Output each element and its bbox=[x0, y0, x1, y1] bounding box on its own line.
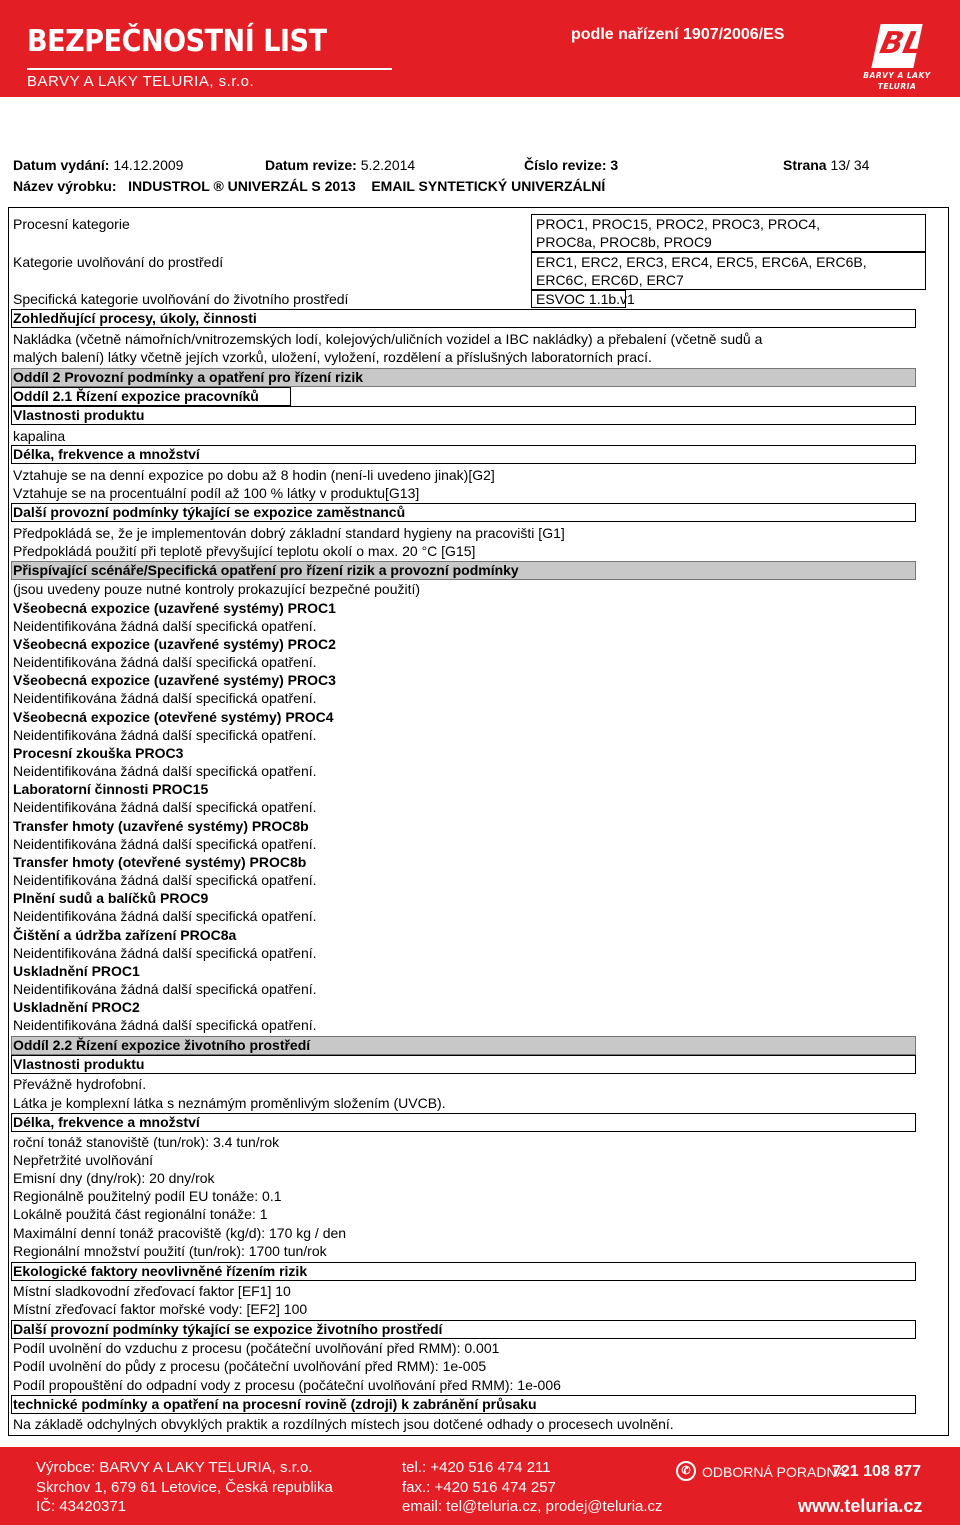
eco-line: Místní sladkovodní zřeďovací faktor [EF1] 10 bbox=[13, 1283, 291, 1299]
process-category-value-2: PROC8a, PROC8b, PROC9 bbox=[536, 234, 712, 250]
scenario-text: Neidentifikována žádná další specifická opatření. bbox=[13, 799, 317, 815]
scenario-text: Neidentifikována žádná další specifická opatření. bbox=[13, 836, 317, 852]
section-2-heading: Oddíl 2 Provozní podmínky a opatření pro řízení rizik bbox=[13, 369, 364, 385]
revision-date: 5.2.2014 bbox=[360, 157, 416, 173]
tech-text: Na základě odchylných obvyklých praktik a rozdílných místech jsou dotčené odhady o procesech uvolnění. bbox=[13, 1416, 674, 1432]
env-duration-line: Lokálně použitá část regionální tonáže: 1 bbox=[13, 1206, 268, 1222]
scenario-title: Všeobecná expozice (uzavřené systémy) PROC2 bbox=[13, 636, 336, 652]
eco-line: Místní zřeďovací faktor mořské vody: [EF2] 100 bbox=[13, 1301, 308, 1317]
specific-category-label: Specifická kategorie uvolňování do životního prostředí bbox=[13, 291, 349, 307]
revision-date-field: Datum revize: 5.2.2014 bbox=[265, 157, 416, 173]
scenario-text: Neidentifikována žádná další specifická opatření. bbox=[13, 945, 317, 961]
product-props-heading: Vlastnosti produktu bbox=[13, 407, 145, 423]
phone-icon: ✆ bbox=[676, 1461, 696, 1481]
logo-text-2: TELURIA bbox=[877, 82, 917, 91]
env-duration-line: Emisní dny (dny/rok): 20 dny/rok bbox=[13, 1170, 215, 1186]
other-conditions-heading: Další provozní podmínky týkající se expozice zaměstnanců bbox=[13, 504, 406, 520]
env-props-heading-box bbox=[11, 1055, 916, 1074]
issue-date-field: Datum vydání: 14.12.2009 bbox=[13, 157, 184, 173]
process-category-label: Procesní kategorie bbox=[13, 216, 130, 232]
scenario-note: (jsou uvedeny pouze nutné kontroly prokazující bezpečné použití) bbox=[13, 581, 421, 597]
release-category-value-2: ERC6C, ERC6D, ERC7 bbox=[536, 272, 684, 288]
footer-address: Skrchov 1, 679 61 Letovice, Česká republika bbox=[36, 1479, 333, 1496]
env-duration-line: Regionální množství použití (tun/rok): 1700 tun/rok bbox=[13, 1243, 327, 1259]
product-name: INDUSTROL ® UNIVERZÁL S 2013 EMAIL SYNTETICKÝ UNIVERZÁLNÍ bbox=[128, 178, 606, 194]
footer-fax: fax.: +420 516 474 257 bbox=[402, 1479, 556, 1496]
section-2-1-heading: Oddíl 2.1 Řízení expozice pracovníků bbox=[13, 388, 259, 404]
company-logo bbox=[862, 24, 932, 94]
footer-producer: Výrobce: BARVY A LAKY TELURIA, s.r.o. bbox=[36, 1459, 313, 1476]
scenario-title: Transfer hmoty (uzavřené systémy) PROC8b bbox=[13, 818, 309, 834]
product-props-heading-box bbox=[11, 406, 916, 425]
section-2-2-heading: Oddíl 2.2 Řízení expozice životního prostředí bbox=[13, 1037, 311, 1053]
footer-tel: tel.: +420 516 474 211 bbox=[402, 1459, 551, 1476]
page-number: 13/ 34 bbox=[830, 157, 870, 173]
scenario-text: Neidentifikována žádná další specifická opatření. bbox=[13, 981, 317, 997]
env-other-line: Podíl uvolnění do půdy z procesu (počáteční uvolňování před RMM): 1e-005 bbox=[13, 1358, 487, 1374]
footer-email[interactable]: email: tel@teluria.cz, prodej@teluria.cz bbox=[402, 1498, 663, 1515]
scenario-title: Všeobecná expozice (otevřené systémy) PROC4 bbox=[13, 709, 334, 725]
product-name-field: Název výrobku: INDUSTROL ® UNIVERZÁL S 2013 EMAIL SYNTETICKÝ UNIVERZÁLNÍ bbox=[13, 178, 606, 194]
specific-category-value: ESVOC 1.1b.v1 bbox=[536, 291, 635, 307]
regulation-text: podle nařízení 1907/2006/ES bbox=[571, 26, 785, 43]
env-props-heading: Vlastnosti produktu bbox=[13, 1056, 145, 1072]
document-title: BEZPEČNOSTNÍ LIST bbox=[27, 24, 327, 59]
footer-web-link[interactable]: www.teluria.cz bbox=[798, 1496, 923, 1516]
product-form: kapalina bbox=[13, 428, 66, 444]
scenario-title: Čištění a údržba zařízení PROC8a bbox=[13, 927, 237, 943]
env-duration-heading: Délka, frekvence a množství bbox=[13, 1114, 200, 1130]
page-number-field: Strana 13/ 34 bbox=[783, 157, 870, 173]
scenario-title: Všeobecná expozice (uzavřené systémy) PROC3 bbox=[13, 672, 336, 688]
eco-heading: Ekologické faktory neovlivněné řízením rizik bbox=[13, 1263, 308, 1279]
scenario-title: Plnění sudů a balíčků PROC9 bbox=[13, 890, 209, 906]
scenario-text: Neidentifikována žádná další specifická opatření. bbox=[13, 763, 317, 779]
processes-heading: Zohledňující procesy, úkoly, činnosti bbox=[13, 310, 257, 326]
footer-banner bbox=[0, 1447, 960, 1525]
env-duration-line: Regionálně použitelný podíl EU tonáže: 0.1 bbox=[13, 1188, 282, 1204]
env-duration-line: Nepřetržité uvolňování bbox=[13, 1152, 154, 1168]
processes-text-1: Nakládka (včetně námořních/vnitrozemských lodí, kolejových/uličních vozidel a IBC nakládky) a přebalení (včetně sudů a bbox=[13, 331, 763, 347]
footer-advice-label: ODBORNÁ PORADNA bbox=[702, 1464, 846, 1480]
scenario-text: Neidentifikována žádná další specifická opatření. bbox=[13, 618, 317, 634]
duration-text-1: Vztahuje se na denní expozice po dobu až 8 hodin (není-li uvedeno jinak)[G2] bbox=[13, 467, 495, 483]
footer-advice-phone[interactable]: 721 108 877 bbox=[832, 1463, 921, 1480]
scenario-title: Laboratorní činnosti PROC15 bbox=[13, 781, 209, 797]
title-underline bbox=[27, 68, 392, 70]
tech-heading: technické podmínky a opatření na procesní rovině (zdroji) k zabránění průsaku bbox=[13, 1396, 537, 1412]
footer-ico: IČ: 43420371 bbox=[36, 1498, 127, 1515]
scenario-text: Neidentifikována žádná další specifická opatření. bbox=[13, 908, 317, 924]
other-conditions-text-1: Předpokládá se, že je implementován dobrý základní standard hygieny na pracovišti [G1] bbox=[13, 525, 565, 541]
company-name: BARVY A LAKY TELURIA, s.r.o. bbox=[27, 73, 255, 90]
scenario-text: Neidentifikována žádná další specifická opatření. bbox=[13, 690, 317, 706]
header-banner bbox=[0, 0, 960, 97]
scenario-title: Transfer hmoty (otevřené systémy) PROC8b bbox=[13, 854, 307, 870]
scenario-title: Uskladnění PROC1 bbox=[13, 963, 140, 979]
scenario-text: Neidentifikována žádná další specifická opatření. bbox=[13, 872, 317, 888]
env-duration-line: Maximální denní tonáž pracoviště (kg/d): 170 kg / den bbox=[13, 1225, 347, 1241]
env-props-text-2: Látka je komplexní látka s neznámým proměnlivým složením (UVCB). bbox=[13, 1095, 446, 1111]
scenario-heading: Přispívající scénáře/Specifická opatření pro řízení rizik a provozní podmínky bbox=[13, 562, 519, 578]
issue-date: 14.12.2009 bbox=[113, 157, 184, 173]
scenario-text: Neidentifikována žádná další specifická opatření. bbox=[13, 1017, 317, 1033]
process-category-value: PROC1, PROC15, PROC2, PROC3, PROC4, bbox=[536, 216, 820, 232]
logo-text-1: BARVY A LAKY bbox=[863, 71, 931, 80]
scenario-title: Procesní zkouška PROC3 bbox=[13, 745, 184, 761]
env-other-line: Podíl propouštění do odpadní vody z procesu (počáteční uvolňování před RMM): 1e-006 bbox=[13, 1377, 561, 1393]
revision-number-field: Číslo revize: 3 bbox=[524, 157, 619, 173]
duration-heading: Délka, frekvence a množství bbox=[13, 446, 200, 462]
env-duration-line: roční tonáž stanoviště (tun/rok): 3.4 tun/rok bbox=[13, 1134, 280, 1150]
processes-text-2: malých balení) látky včetně jejích vzorků, uložení, vyložení, rozdělení a příslušných laboratorních prací. bbox=[13, 349, 652, 365]
release-category-value: ERC1, ERC2, ERC3, ERC4, ERC5, ERC6A, ERC6B, bbox=[536, 254, 867, 270]
scenario-text: Neidentifikována žádná další specifická opatření. bbox=[13, 727, 317, 743]
other-conditions-text-2: Předpokládá použití při teplotě převyšující teplotu okolí o max. 20 °C [G15] bbox=[13, 543, 476, 559]
release-category-label: Kategorie uvolňování do prostředí bbox=[13, 254, 224, 270]
scenario-title: Uskladnění PROC2 bbox=[13, 999, 140, 1015]
revision-number: 3 bbox=[610, 157, 619, 173]
logo-mark: BL bbox=[871, 24, 922, 68]
duration-text-2: Vztahuje se na procentuální podíl až 100 % látky v produktu[G13] bbox=[13, 485, 420, 501]
scenario-text: Neidentifikována žádná další specifická opatření. bbox=[13, 654, 317, 670]
env-other-line: Podíl uvolnění do vzduchu z procesu (počáteční uvolňování před RMM): 0.001 bbox=[13, 1340, 500, 1356]
scenario-title: Všeobecná expozice (uzavřené systémy) PROC1 bbox=[13, 600, 336, 616]
env-props-text-1: Převážně hydrofobní. bbox=[13, 1076, 147, 1092]
env-other-heading: Další provozní podmínky týkající se expozice životního prostředí bbox=[13, 1321, 443, 1337]
